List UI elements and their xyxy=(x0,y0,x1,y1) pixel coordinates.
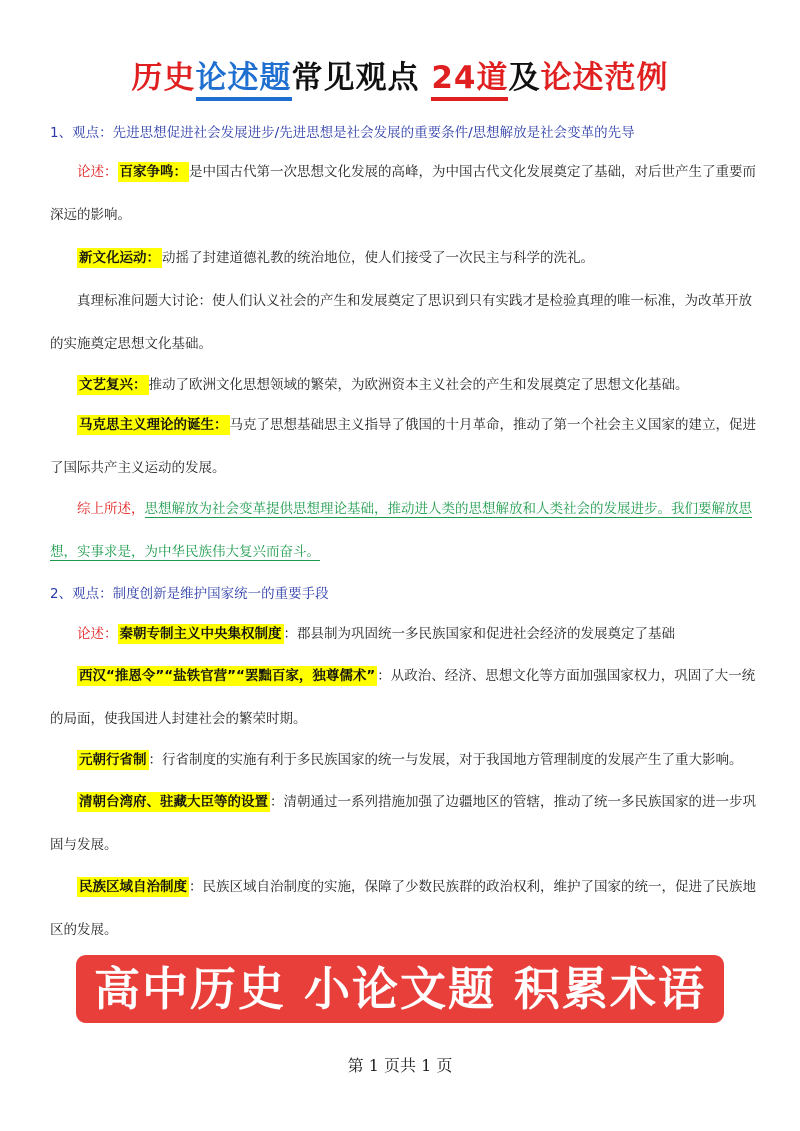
highlight-term: 文艺复兴： xyxy=(79,377,147,393)
highlight-term: 元朝行省制 xyxy=(79,752,147,768)
document-title xyxy=(0,56,800,100)
page-footer: 第 1 页共 1 页 xyxy=(347,1056,453,1075)
section-1-paragraph-3 xyxy=(50,280,760,366)
paragraph-text: ：行省制度的实施有利于多民族国家的统一与发展，对于我国地方管理制度的发展产生了重大影响。 xyxy=(148,752,743,768)
title-part-3: 常见观点 xyxy=(291,60,420,96)
section-2-heading: 2、观点：制度创新是维护国家统一的重要手段 xyxy=(50,586,329,602)
section-1-heading: 1、观点：先进思想促进社会发展进步/先进思想是社会发展的重要条件/思想解放是社会变革的先导 xyxy=(50,125,635,141)
title-part-7: 论述范例 xyxy=(540,60,669,96)
highlight-term: 西汉“推恩令”“盐铁官营”“罢黜百家，独尊儒术” xyxy=(79,668,376,684)
summary-text: 思想解放为社会变革提供思想理论基础，推动进人类的思想解放和人类社会的发展进步。我们要解放思想，实事求是，为中华民族伟大复兴而奋斗。 xyxy=(50,501,752,560)
argument-label: 论述： xyxy=(77,164,118,180)
paragraph-text: 真理标准问题大讨论：使人们认义社会的产生和发展奠定了思识到只有实践才是检验真理的唯一标准，为改革开放的实施奠定思想文化基础。 xyxy=(50,293,752,352)
title-part-4: 24 xyxy=(431,60,476,101)
summary-label: 综上所述， xyxy=(77,501,145,517)
section-2-paragraph-3 xyxy=(50,739,760,782)
paragraph-text: 马克了思想基础思主义指导了俄国的十月革命，推动了第一个社会主义国家的建立，促进了国际共产主义运动的发展。 xyxy=(50,417,756,476)
paragraph-text: 是中国古代第一次思想文化发展的高峰，为中国古代文化发展奠定了基础，对后世产生了重要而深远的影响。 xyxy=(50,164,756,223)
paragraph-text: 动摇了封建道德礼教的统治地位，使人们接受了一次民主与科学的洗礼。 xyxy=(162,250,594,266)
highlight-term: 马克思主义理论的诞生： xyxy=(79,417,228,433)
title-part-1: 历史 xyxy=(131,60,196,96)
paragraph-text: ：清朝通过一系列措施加强了边疆地区的管辖，推动了统一多民族国家的进一步巩固与发展。 xyxy=(50,794,756,853)
section-1-summary xyxy=(50,488,760,574)
highlight-term: 新文化运动： xyxy=(79,250,160,266)
argument-label: 论述： xyxy=(77,626,118,642)
highlight-term: 秦朝专制主义中央集权制度 xyxy=(119,626,282,642)
promo-banner: 高中历史 小论文题 积累术语 xyxy=(76,955,724,1023)
section-1-paragraph-4 xyxy=(50,364,760,407)
section-1-paragraph-2 xyxy=(50,237,760,280)
section-1-paragraph-5 xyxy=(50,404,760,490)
paragraph-text: ：郡县制为巩固统一多民族国家和促进社会经济的发展奠定了基础 xyxy=(283,626,675,642)
title-part-6: 及 xyxy=(508,60,541,96)
paragraph-text: ：从政治、经济、思想文化等方面加强国家权力，巩固了大一统的局面，使我国进人封建社会的繁荣时期。 xyxy=(50,668,756,727)
section-2-paragraph-5 xyxy=(50,866,760,952)
paragraph-text: 推动了欧洲文化思想领域的繁荣，为欧洲资本主义社会的产生和发展奠定了思想文化基础。 xyxy=(148,377,689,393)
title-part-5: 道 xyxy=(476,60,508,101)
highlight-term: 百家争鸣： xyxy=(119,164,187,180)
section-1-paragraph-1 xyxy=(50,151,760,237)
section-2-paragraph-1 xyxy=(50,613,760,656)
title-part-2: 论述题 xyxy=(196,60,292,101)
highlight-term: 民族区域自治制度 xyxy=(79,879,187,895)
section-2-paragraph-2 xyxy=(50,655,760,741)
highlight-term: 清朝台湾府、驻藏大臣等的设置 xyxy=(79,794,268,810)
paragraph-text: ：民族区域自治制度的实施，保障了少数民族群的政治权利，维护了国家的统一，促进了民族地区的发展。 xyxy=(50,879,756,938)
section-2-paragraph-4 xyxy=(50,781,760,867)
